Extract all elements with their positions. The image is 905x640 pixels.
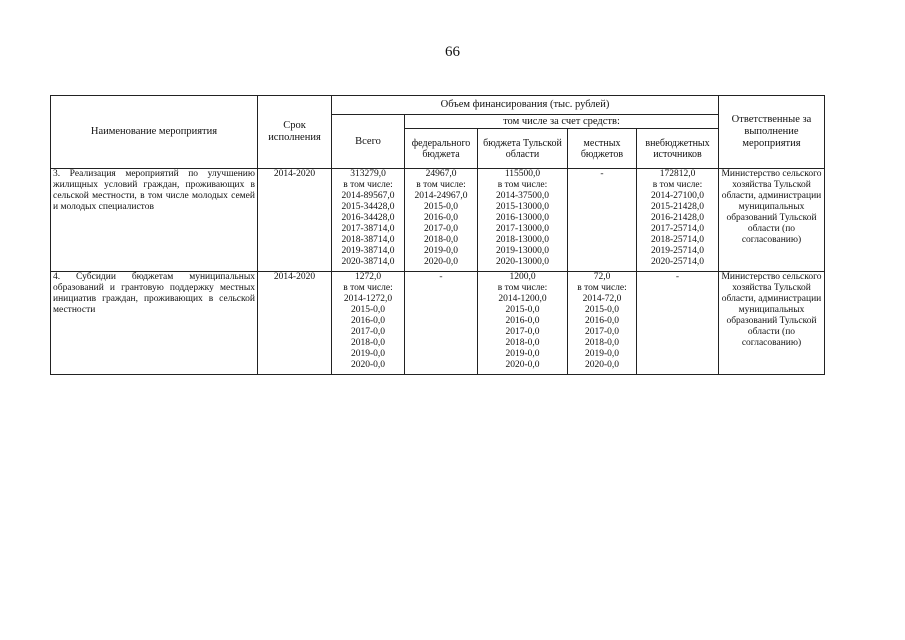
year-amount: 2015-0,0 — [584, 305, 620, 315]
regional-value: 115500,0 — [504, 169, 541, 179]
total-funding — [332, 272, 405, 375]
year-amount: 2019-0,0 — [584, 349, 620, 359]
federal-value: 24967,0 — [425, 169, 457, 179]
year-amount: 2015-21428,0 — [650, 202, 705, 212]
responsible-parties: Министерство сельского хозяйства Тульской области, администрации муниципальных образований Тульской области (по согласованию) — [719, 169, 825, 272]
extrabudgetary-funding — [637, 169, 719, 272]
page-number: 66 — [445, 44, 460, 60]
local-funding — [568, 272, 637, 375]
table-row — [51, 169, 825, 272]
year-amount: 2018-0,0 — [584, 338, 620, 348]
year-amount: 2016-0,0 — [584, 316, 620, 326]
year-amount: 2016-0,0 — [423, 213, 459, 223]
year-amount: 2018-0,0 — [505, 338, 540, 348]
including-label: в том числе: — [497, 283, 548, 293]
year-amount: 2020-0,0 — [423, 257, 459, 267]
year-amount: 2017-0,0 — [350, 327, 386, 337]
year-amount: 2015-34428,0 — [341, 202, 395, 212]
table-row — [51, 272, 825, 375]
extrabudgetary-value: - — [675, 272, 680, 282]
header-term: Срок исполнения — [258, 96, 332, 169]
year-amount: 2018-13000,0 — [495, 235, 550, 245]
year-amount: 2017-38714,0 — [341, 224, 395, 234]
year-amount: 2019-25714,0 — [650, 246, 705, 256]
year-amount: 2020-0,0 — [584, 360, 620, 370]
header-local-budgets: местных бюджетов — [568, 129, 637, 169]
federal-funding — [405, 169, 478, 272]
header-funding-volume: Объем финансирования (тыс. рублей) — [332, 96, 719, 115]
including-label: в том числе: — [343, 180, 393, 190]
federal-funding — [405, 272, 478, 375]
extrabudgetary-value: 172812,0 — [659, 169, 696, 179]
header-extrabudgetary-sources: внебюджетных источников — [637, 129, 719, 169]
year-amount: 2020-25714,0 — [650, 257, 705, 267]
including-label: в том числе: — [652, 180, 703, 190]
year-amount: 2017-25714,0 — [650, 224, 705, 234]
year-amount: 2014-1200,0 — [498, 294, 547, 304]
extrabudgetary-funding — [637, 272, 719, 375]
responsible-parties: Министерство сельского хозяйства Тульской области, администрации муниципальных образований Тульской области (по согласованию) — [719, 272, 825, 375]
year-amount: 2017-0,0 — [584, 327, 620, 337]
header-activity-name: Наименование мероприятия — [51, 96, 258, 169]
header-including-sources: том числе за счет средств: — [405, 115, 719, 129]
year-amount: 2014-37500,0 — [495, 191, 550, 201]
year-amount: 2016-0,0 — [350, 316, 386, 326]
year-amount: 2017-13000,0 — [495, 224, 550, 234]
activity-name: 4. Субсидии бюджетам муниципальных образований и грантовую поддержку местных инициатив граждан, проживающих в сельской местности — [51, 272, 258, 375]
local-funding — [568, 169, 637, 272]
year-amount: 2019-0,0 — [423, 246, 459, 256]
program-activities-table — [50, 95, 825, 375]
year-amount: 2018-0,0 — [350, 338, 386, 348]
header-federal-budget: федерального бюджета — [405, 129, 478, 169]
year-amount: 2017-0,0 — [505, 327, 540, 337]
year-amount: 2018-25714,0 — [650, 235, 705, 245]
activity-term: 2014-2020 — [258, 169, 332, 272]
year-amount: 2016-0,0 — [505, 316, 540, 326]
including-label: в том числе: — [577, 283, 627, 293]
year-amount: 2020-0,0 — [350, 360, 386, 370]
total-value: 313279,0 — [350, 169, 386, 179]
year-amount: 2015-0,0 — [350, 305, 386, 315]
activity-name: 3. Реализация мероприятий по улучшению жилищных условий граждан, проживающих в сельской местности, в том числе молодых семей и молодых специалистов — [51, 169, 258, 272]
local-value: - — [600, 169, 604, 179]
local-value: 72,0 — [593, 272, 611, 282]
year-amount: 2020-0,0 — [505, 360, 540, 370]
year-amount: 2019-0,0 — [350, 349, 386, 359]
header-regional-budget: бюджета Тульской области — [478, 129, 568, 169]
year-amount: 2016-13000,0 — [495, 213, 550, 223]
year-amount: 2015-0,0 — [505, 305, 540, 315]
including-label: в том числе: — [343, 283, 393, 293]
year-amount: 2016-34428,0 — [341, 213, 395, 223]
header-total: Всего — [332, 115, 405, 169]
total-value: 1272,0 — [354, 272, 382, 282]
year-amount: 2014-24967,0 — [414, 191, 468, 201]
federal-value: - — [439, 272, 443, 282]
year-amount: 2019-0,0 — [505, 349, 540, 359]
regional-funding — [478, 272, 568, 375]
year-amount: 2020-38714,0 — [341, 257, 395, 267]
year-amount: 2015-13000,0 — [495, 202, 550, 212]
including-label: в том числе: — [416, 180, 466, 190]
year-amount: 2014-27100,0 — [650, 191, 705, 201]
year-amount: 2018-0,0 — [423, 235, 459, 245]
regional-value: 1200,0 — [509, 272, 536, 282]
total-funding — [332, 169, 405, 272]
including-label: в том числе: — [497, 180, 548, 190]
year-amount: 2014-89567,0 — [341, 191, 395, 201]
year-amount: 2019-38714,0 — [341, 246, 395, 256]
year-amount: 2014-72,0 — [582, 294, 622, 304]
year-amount: 2018-38714,0 — [341, 235, 395, 245]
year-amount: 2017-0,0 — [423, 224, 459, 234]
activity-term: 2014-2020 — [258, 272, 332, 375]
year-amount: 2016-21428,0 — [650, 213, 705, 223]
year-amount: 2014-1272,0 — [343, 294, 393, 304]
regional-funding — [478, 169, 568, 272]
year-amount: 2020-13000,0 — [495, 257, 550, 267]
year-amount: 2019-13000,0 — [495, 246, 550, 256]
header-responsible: Ответственные за выполнение мероприятия — [719, 96, 825, 169]
year-amount: 2015-0,0 — [423, 202, 459, 212]
